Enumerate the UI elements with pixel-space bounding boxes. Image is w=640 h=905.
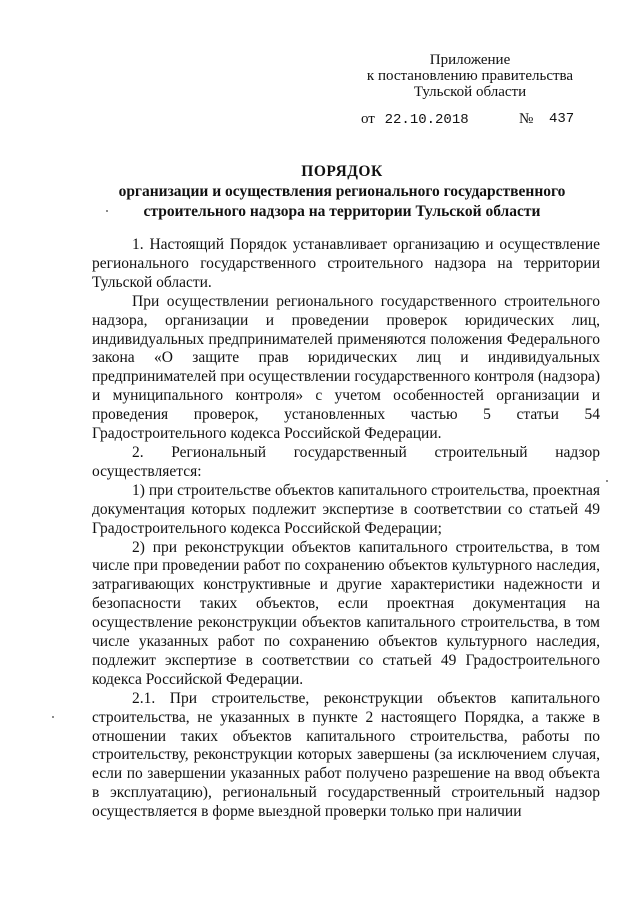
- paragraph-2: При осуществлении регионального государственного строительного надзора, организации и проведении проверок юридических лиц, индивидуальных предпринимателей применяются положения Федерального закона «О защите прав юридических лиц и индивидуальных предпринимателей при осуществлении государственного контроля (надзора) и муниципального контроля» с учетом особенностей организации и проведения проверок, установленных частью 5 статьи 54 Градостроительного кодекса Российской Федерации.: [92, 292, 600, 443]
- scan-speck: [52, 716, 54, 718]
- document-body: [92, 236, 600, 822]
- date-number-line: [361, 111, 581, 128]
- appendix-line-2: к постановлению правительства: [366, 68, 574, 84]
- appendix-line-1: Приложение: [429, 52, 511, 68]
- number-sign: №: [519, 111, 534, 127]
- scan-speck: [106, 210, 108, 212]
- paragraph-5: 2) при реконструкции объектов капитального строительства, в том числе при проведении работ по сохранению объектов культурного наследия, затрагивающих конструктивные и другие характеристики надежности и безопасности таких объектов, если проектная документация на осуществление реконструкции объектов капитального строительства, в том числе указанных работ по сохранению объектов культурного наследия, подлежит экспертизе в соответствии со статьей 49 Градостроительного кодекса Российской Федерации.: [92, 538, 600, 688]
- appendix-header: [360, 52, 580, 100]
- paragraph-4: 1) при строительстве объектов капитального строительства, проектная документация которых подлежит экспертизе в соответствии со статьей 49 Градостроительного кодекса Российской Федерации;: [92, 481, 600, 537]
- appendix-line-3: Тульской области: [413, 84, 527, 100]
- date-prefix: от: [361, 111, 375, 127]
- title-line-2: организации и осуществления регионального государственного: [118, 183, 566, 200]
- document-date: 22.10.2018: [384, 112, 469, 128]
- paragraph-1: 1. Настоящий Порядок устанавливает организацию и осуществление регионального государственного строительного надзора на территории Тульской области.: [92, 236, 600, 291]
- title-line-3: строительного надзора на территории Тульской области: [143, 203, 541, 220]
- title-main: ПОРЯДОК: [301, 163, 383, 180]
- paragraph-6: 2.1. При строительстве, реконструкции объектов капитального строительства, не указанных в пункте 2 настоящего Порядка, а также в отношении таких объектов капитального строительства, работы по строительству, реконструкции которых завершены (за исключением случая, если по завершении указанных работ получено разрешение на ввод объекта в эксплуатацию), региональный государственный строительный надзор осуществляется в форме выездной проверки только при наличии: [92, 689, 600, 821]
- document-number: 437: [549, 111, 575, 127]
- document-title: [92, 162, 592, 222]
- scan-speck: [606, 480, 608, 482]
- paragraph-3: 2. Региональный государственный строительный надзор осуществляется:: [92, 443, 600, 480]
